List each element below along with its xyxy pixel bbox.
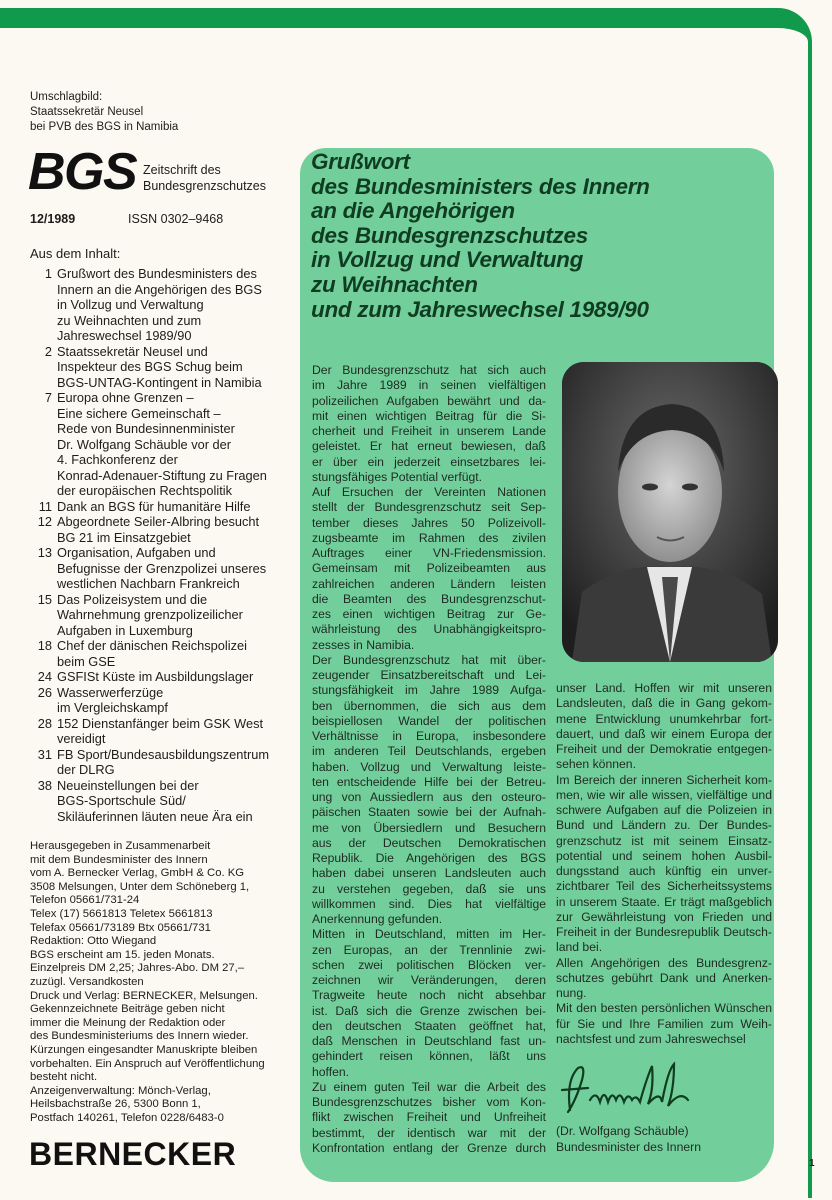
imprint-line: BGS erscheint am 15. jeden Monats. — [30, 948, 215, 961]
toc-item-line: Aufgaben in Luxemburg — [57, 622, 193, 638]
article-line: schwere Aufgaben auf die Polizeien in — [556, 803, 772, 817]
toc-item-line: GSFISt Küste im Ausbildungslager — [57, 669, 254, 684]
toc-item — [30, 778, 295, 825]
title-line: des Bundesgrenzschutzes — [311, 222, 588, 248]
article-line: willkommen sind. Dies hat vielfältige — [312, 896, 546, 911]
article-line: er über ein jederzeit einsetzbares lei- — [312, 454, 546, 469]
article-line: zu verstehen gegeben, daß sie uns — [312, 881, 546, 896]
toc-item-text — [57, 545, 266, 592]
article-line: schen zwei politischen Blöcken ver- — [312, 957, 546, 972]
toc-item-line: Inspekteur des BGS Schug beim — [57, 359, 243, 374]
article-paragraph — [312, 485, 546, 653]
article-line: unser Land. Hoffen wir mit unseren — [556, 681, 772, 695]
toc-item-line: Befugnisse der Grenzpolizei unseres — [57, 560, 267, 576]
article-line: ten entscheidende Hilfe bei der Betreu- — [312, 774, 546, 789]
article-line: Im Bereich der inneren Sicherheit kom- — [556, 772, 772, 787]
toc-item-line: Chef der dänischen Reichspolizei — [57, 638, 247, 653]
imprint-line: vom A. Bernecker Verlag, GmbH & Co. KG — [30, 867, 245, 880]
imprint-line: vorbehalten. Ein Anspruch auf Veröffentlichung — [30, 1057, 265, 1070]
toc-item-line: zu Weihnachten und zum — [57, 312, 202, 328]
toc-item-line: vereidigt — [57, 731, 106, 746]
imprint-line: Druck und Verlag: BERNECKER, Melsungen. — [30, 989, 258, 1002]
toc-item-text — [57, 344, 262, 391]
imprint-line: Herausgegeben in Zusammenarbeit — [30, 840, 211, 852]
toc-page-number: 2 — [44, 343, 52, 359]
article-line: Konfrontation entlang der Grenze durch — [312, 1140, 546, 1155]
toc-item — [30, 747, 295, 778]
toc-page-number: 13 — [37, 545, 52, 560]
article-line: zen Europas, an der Trennlinie zwi- — [312, 942, 546, 957]
title-line: des Bundesministers des Innern — [311, 173, 650, 199]
toc-item-line: Jahreswechsel 1989/90 — [57, 328, 192, 343]
toc-item — [30, 669, 295, 685]
article-line: päischen Staaten sowie bei der Aufnah- — [312, 805, 546, 820]
toc-item-line: Wahrnehmung grenzpolizeilicher — [57, 607, 243, 622]
article-line: dauert, und daß wir einem Europa der — [556, 726, 772, 741]
toc-item-line: Staatssekretär Neusel und — [57, 343, 208, 359]
toc-item-line: der europäischen Rechtspolitik — [57, 483, 232, 498]
article-line: Gemeinsam mit Polizeibeamten aus — [312, 561, 546, 576]
article-line: sehen können. — [556, 757, 636, 772]
publisher-logo: BERNECKER — [29, 1136, 237, 1172]
article-line: Zu einem guten Teil war die Arbeit des — [312, 1079, 546, 1094]
article-line: ung von Aussiedlern aus den osteuro- — [312, 790, 546, 804]
imprint-line: Telefax 05661/73189 Btx 05661/731 — [30, 921, 211, 934]
imprint-line: mit dem Bundesminister des Innern — [30, 853, 208, 866]
signatory-name: (Dr. Wolfgang Schäuble) — [556, 1124, 689, 1138]
minister-portrait-photo — [562, 362, 778, 662]
title-line: in Vollzug und Verwaltung — [311, 247, 584, 273]
article-line: ben übernommen, die sich aus dem — [312, 698, 546, 713]
article-line: geleistet. Er hat erneut bewiesen, daß — [312, 439, 546, 454]
article-line: die Beamten des Bundesgrenzschut- — [312, 591, 546, 606]
toc-item — [30, 344, 295, 391]
article-line: Bundesgrenzschutzes bisher vom Kon- — [312, 1095, 546, 1109]
article-line: cherheit und Freiheit in unserem Lande — [312, 424, 546, 438]
article-line: potential und seinem hohen Ausbil- — [556, 848, 772, 863]
toc-item — [30, 545, 295, 592]
imprint-line: besteht nicht. — [30, 1071, 98, 1084]
toc-heading: Aus dem Inhalt: — [30, 246, 121, 261]
article-line: schutzes gebührt Dank und Anerken- — [556, 970, 772, 985]
article-line: ist. Daß sich die Grenze zwischen bei- — [312, 1003, 546, 1018]
article-paragraph — [556, 773, 772, 956]
subtitle-line: Bundesgrenzschutzes — [143, 179, 266, 193]
article-line: grenzschutz ist mit seinem Einsatz- — [556, 833, 772, 848]
imprint-line: immer die Meinung der Redaktion oder — [30, 1016, 226, 1029]
article-line: zeichnen wir Veränderungen, deren — [312, 973, 546, 987]
magazine-subtitle — [143, 162, 266, 194]
toc-item-line: Das Polizeisystem und die — [57, 591, 208, 607]
article-line: dungsstand auch künftig ein unver- — [556, 864, 772, 878]
article-line: mit einen wichtigen Beitrag für die Si- — [312, 408, 546, 423]
article-line: nachtsfest und zum Jahreswechsel — [556, 1031, 746, 1046]
article-paragraph — [556, 956, 772, 1002]
toc-page-number: 7 — [44, 390, 52, 405]
article-column-2 — [556, 681, 772, 1047]
article-line: Bund und Ländern zu. Der Bundes- — [556, 818, 772, 833]
toc-page-number: 11 — [38, 498, 52, 514]
cover-caption — [30, 90, 178, 135]
article-paragraph — [556, 1001, 772, 1047]
toc-page-number: 12 — [37, 514, 52, 529]
article-line: Tragweite heute noch nicht absehbar — [312, 988, 546, 1003]
toc-item-line: im Vergleichskampf — [57, 700, 168, 715]
article-line: Freiheit in der Bundesrepublik Deutsch- — [556, 925, 772, 939]
article-line: me von Übersiedlern und Besuchern — [312, 820, 546, 835]
imprint — [30, 840, 288, 1125]
toc-item-text — [57, 514, 259, 545]
toc-item-line: in Vollzug und Verwaltung — [57, 297, 204, 312]
article-line: gehindert reisen können, läßt uns — [312, 1049, 546, 1064]
article-line: zugsbeamte im Rahmen des zivilen — [312, 530, 546, 545]
article-line: haben. Vollzug und Verwaltung leiste- — [312, 759, 546, 774]
imprint-line: zuzügl. Versandkosten — [30, 975, 144, 988]
article-line: stungsfähiges Potential verfügt. — [312, 469, 483, 484]
article-line: den deutschen Staaten geöffnet hat, — [312, 1018, 546, 1033]
toc-item — [30, 390, 295, 499]
toc-item-line: beim GSE — [57, 653, 116, 669]
article-line: nung. — [556, 986, 587, 1000]
article-line: zesses in Namibia. — [312, 637, 415, 652]
article-line: hoffen. — [312, 1064, 350, 1079]
article-line: im anderen Teil Deutschlands, ergeben — [312, 744, 546, 759]
article-line: Mit den besten persönlichen Wünschen — [556, 1001, 772, 1016]
article-title — [311, 150, 650, 322]
article-line: in unserem Staate. Er trägt maßgeblich — [556, 894, 772, 909]
toc-item — [30, 514, 295, 545]
article-line: daß Menschen in Deutschland fast un- — [312, 1034, 546, 1048]
toc-item-line: Abgeordnete Seiler-Albring besucht — [57, 514, 260, 529]
article-line: Anerkennung gefunden. — [312, 912, 443, 926]
article-column-1 — [312, 363, 546, 1156]
toc-item-line: 4. Fachkonferenz der — [57, 452, 178, 467]
toc-item-line: Konrad-Adenauer-Stiftung zu Fragen — [57, 467, 267, 483]
toc-item — [30, 266, 295, 344]
imprint-line: Gekennzeichnete Beiträge geben nicht — [30, 1003, 225, 1016]
toc-item-line: Skiläuferinnen läuten neue Ära ein — [57, 808, 253, 824]
title-line: Grußwort — [311, 149, 410, 174]
toc-item-text — [57, 716, 263, 747]
article-line: Republik. Die Angehörigen des BGS — [312, 851, 546, 865]
toc-item — [30, 592, 295, 639]
toc-item-text — [57, 638, 247, 669]
article-paragraph — [312, 653, 546, 928]
imprint-line: Telex (17) 5661813 Teletex 5661813 — [30, 907, 213, 920]
cover-caption-line: bei PVB des BGS in Namibia — [30, 121, 179, 133]
signature — [548, 1060, 718, 1120]
toc-item-line: Grußwort des Bundesministers des — [57, 266, 257, 281]
toc-item-text — [57, 778, 253, 825]
imprint-line: Postfach 140261, Telefon 0228/6483-0 — [30, 1111, 224, 1124]
issn: ISSN 0302–9468 — [128, 212, 224, 226]
article-line: stellt der Bundesgrenzschutz seit Sep- — [312, 500, 546, 515]
toc-item-line: westlichen Nachbarn Frankreich — [57, 576, 240, 591]
article-line: zeugender Einsatzbereitschaft und Lei- — [312, 668, 546, 682]
article-line: Freiheit und der Demokratie entgegen- — [556, 742, 772, 756]
bgs-logo: BGS — [28, 143, 137, 201]
article-line: Auftrages einer VN-Friedensmission. — [312, 546, 546, 560]
imprint-line: Anzeigenverwaltung: Mönch-Verlag, — [30, 1084, 211, 1097]
toc-item-line: Rede von Bundesinnenminister — [57, 421, 235, 436]
toc-page-number: 18 — [37, 638, 52, 653]
toc-item-line: Wasserwerferzüge — [57, 684, 164, 700]
article-paragraph — [556, 681, 772, 773]
table-of-contents — [30, 266, 295, 824]
article-line: haben dabei unseren Landsleuten auch — [312, 866, 546, 881]
closing-signature-block — [556, 1124, 701, 1155]
toc-item-line: Neueinstellungen bei der — [57, 777, 199, 793]
article-line: im Jahre 1989 in seinen vielfältigen — [312, 378, 546, 393]
toc-page-number: 1 — [44, 266, 52, 281]
article-line: für Sie und Ihre Familien zum Weih- — [556, 1016, 772, 1031]
article-line: zes einen wichtigen Beitrag zur Ge- — [312, 607, 546, 621]
article-line: Allen Angehörigen des Bundesgrenz- — [556, 955, 772, 970]
toc-item-line: Innern an die Angehörigen des BGS — [57, 281, 262, 297]
page-number: 1 — [809, 1158, 815, 1169]
article-paragraph — [312, 363, 546, 485]
toc-page-number: 15 — [37, 591, 52, 607]
article-line: Landsleuten, daß die in Gang gekom- — [556, 696, 772, 711]
toc-item — [30, 685, 295, 716]
toc-page-number: 28 — [37, 715, 52, 731]
article-line: land bei. — [556, 940, 603, 955]
article-line: Der Bundesgrenzschutz hat mit über- — [312, 652, 546, 667]
toc-item-text — [57, 685, 168, 716]
toc-item-line: BG 21 im Einsatzgebiet — [57, 529, 191, 545]
toc-item-line: Organisation, Aufgaben und — [57, 545, 216, 560]
toc-item-line: Dank an BGS für humanitäre Hilfe — [57, 498, 251, 514]
toc-page-number: 38 — [37, 777, 52, 793]
article-line: Mitten in Deutschland, mitten im Her- — [312, 927, 546, 942]
article-line: zahlreichen anderen Ländern leisten — [312, 576, 546, 591]
imprint-line: Einzelpreis DM 2,25; Jahres-Abo. DM 27,– — [30, 962, 245, 975]
toc-page-number: 26 — [37, 684, 52, 700]
cover-caption-line: Umschlagbild: — [30, 91, 103, 103]
imprint-line: Telefon 05661/731-24 — [30, 894, 140, 907]
issue-number: 12/1989 — [30, 212, 76, 226]
article-paragraph — [312, 927, 546, 1080]
toc-item-text — [57, 747, 269, 778]
article-line: Verhältnisse in Europa, insbesondere — [312, 729, 546, 743]
signatory-title: Bundesminister des Innern — [556, 1139, 701, 1154]
article-line: men, wie wir alle wissen, vielfältige und — [556, 787, 772, 802]
title-line: und zum Jahreswechsel 1989/90 — [311, 296, 649, 322]
toc-item-line: Dr. Wolfgang Schäuble vor der — [57, 436, 232, 452]
article-line: bestimmt, der identisch war mit der — [312, 1125, 546, 1140]
article-line: tember dieses Jahres 50 Polizeivoll- — [312, 515, 546, 530]
toc-item-line: Eine sichere Gemeinschaft – — [57, 405, 221, 421]
cover-caption-line: Staatssekretär Neusel — [30, 106, 144, 118]
imprint-line: 3508 Melsungen, Unter dem Schöneberg 1, — [30, 880, 250, 893]
toc-item — [30, 716, 295, 747]
toc-item-line: FB Sport/Bundesausbildungszentrum — [57, 746, 269, 762]
article-line: beispiellosen Wandel der politischen — [312, 713, 546, 728]
article-line: mene Entwicklung unumkehrbar fort- — [556, 711, 772, 726]
article-line: zichtbarer Teil des Sicherheitssystems — [556, 879, 772, 894]
subtitle-line: Zeitschrift des — [143, 163, 221, 177]
toc-page-number: 31 — [37, 746, 52, 762]
toc-item-text — [57, 669, 253, 685]
article-paragraph — [312, 1080, 546, 1156]
title-line: an die Angehörigen — [311, 198, 515, 224]
toc-item-line: Europa ohne Grenzen – — [57, 390, 194, 405]
toc-item — [30, 499, 295, 515]
toc-item — [30, 638, 295, 669]
imprint-line: Redaktion: Otto Wiegand — [30, 935, 157, 948]
imprint-line: Heilsbachstraße 26, 5300 Bonn 1, — [30, 1098, 201, 1111]
article-line: polizeilichen Aufgaben bewährt und da- — [312, 393, 546, 408]
toc-item-text — [57, 266, 262, 344]
toc-item-text — [57, 592, 243, 639]
toc-item-text — [57, 390, 267, 499]
article-line: zur Gewährleistung von Frieden und — [556, 909, 772, 924]
toc-item-line: 152 Dienstanfänger beim GSK West — [57, 715, 264, 731]
article-line: aus der Deutschen Demokratischen — [312, 835, 546, 850]
imprint-line: des Bundesministeriums des Innern wieder. — [30, 1030, 249, 1043]
article-line: Der Bundesgrenzschutz hat sich auch — [312, 363, 546, 377]
toc-item-line: BGS-Sportschule Süd/ — [57, 793, 186, 808]
article-line: währleistung des Unabhängigkeitspro- — [312, 622, 546, 637]
title-line: zu Weihnachten — [311, 271, 478, 297]
toc-item-text — [57, 499, 250, 515]
article-line: Auf Ersuchen der Vereinten Nationen — [312, 485, 546, 499]
toc-item-line: BGS-UNTAG-Kontingent in Namibia — [57, 374, 262, 390]
imprint-line: Kürzungen eingesandter Manuskripte bleiben — [30, 1043, 258, 1056]
article-line: flikt zwischen Freiheit und Unfreiheit — [312, 1110, 546, 1125]
toc-item-line: der DLRG — [57, 762, 115, 777]
article-line: stungsfähigkeit im Jahre 1989 Aufga- — [312, 683, 546, 698]
toc-page-number: 24 — [37, 669, 52, 684]
